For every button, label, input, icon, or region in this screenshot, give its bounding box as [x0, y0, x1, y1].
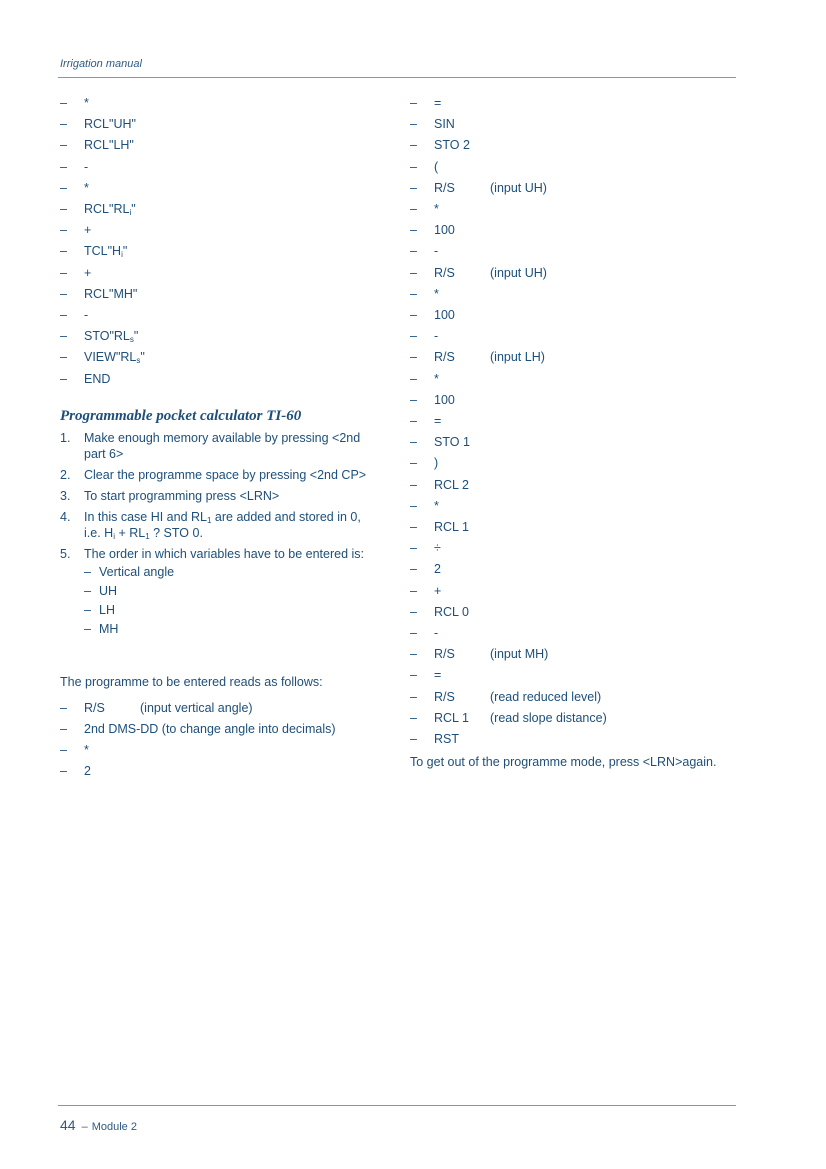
page-number: 44 — [60, 1117, 76, 1133]
list-dash: – — [410, 498, 417, 513]
list-dash: – — [60, 244, 67, 259]
keystroke-note: (input LH) — [490, 350, 545, 365]
keystroke-step — [410, 538, 740, 559]
keystroke-step — [410, 559, 740, 580]
keystroke: - — [434, 329, 439, 344]
keystroke: + — [434, 583, 442, 598]
keystroke-step — [410, 665, 740, 686]
keystroke-note: (input MH) — [490, 647, 549, 662]
list-dash: – — [60, 743, 67, 758]
keystroke-step — [60, 220, 380, 241]
keystroke-step — [60, 157, 380, 178]
variable-item: – LH — [84, 602, 115, 617]
list-dash: – — [410, 477, 417, 492]
keystroke-step — [410, 93, 740, 114]
keystroke: RCL"LH" — [84, 138, 134, 153]
page-footer — [60, 1117, 137, 1133]
footer-separator: – — [81, 1121, 88, 1133]
keystroke-step — [60, 719, 380, 740]
keystroke-list-part-2 — [60, 698, 380, 783]
keystroke: * — [434, 286, 439, 301]
keystroke-step — [60, 284, 380, 305]
item-number: 4. — [60, 509, 71, 524]
list-dash: – — [60, 265, 67, 280]
keystroke: * — [434, 202, 439, 217]
keystroke: R/S — [434, 265, 455, 280]
keystroke-step — [410, 220, 740, 241]
numbered-item — [60, 467, 380, 483]
keystroke: - — [434, 244, 439, 259]
variable-item: – Vertical angle — [84, 564, 175, 579]
keystroke-step — [60, 241, 380, 262]
keystroke: + — [84, 223, 92, 238]
list-dash: – — [410, 626, 417, 641]
list-dash: – — [60, 117, 67, 132]
keystroke: $STO"RL_s$" — [84, 329, 139, 345]
keystroke: 100 — [434, 308, 455, 323]
keystroke: R/S — [434, 689, 455, 704]
list-dash: – — [60, 138, 67, 153]
list-dash: – — [410, 265, 417, 280]
variable-list — [84, 563, 364, 639]
keystroke: RCL"MH" — [84, 286, 138, 301]
keystroke-note: (read slope distance) — [490, 710, 607, 725]
keystroke-step — [60, 305, 380, 326]
keystroke: SIN — [434, 117, 455, 132]
keystroke-step — [410, 199, 740, 220]
keystroke-step — [60, 114, 380, 135]
module-label: Module 2 — [91, 1121, 137, 1133]
keystroke: * — [84, 180, 89, 195]
keystroke-step — [410, 581, 740, 602]
header-rule — [58, 77, 736, 78]
closing-paragraph: To get out of the programme mode, press <LRN>again. — [410, 755, 717, 770]
keystroke-list-part-1 — [60, 93, 380, 390]
keystroke: 2 — [434, 562, 441, 577]
list-dash: – — [410, 541, 417, 556]
keystroke: * — [84, 743, 89, 758]
keystroke-step — [410, 602, 740, 623]
item-text: The order in which variables have to be entered is: — [84, 546, 365, 561]
running-header: Irrigation manual — [60, 58, 142, 70]
keystroke-step — [410, 687, 740, 708]
keystroke: END — [84, 371, 111, 386]
keystroke-step — [410, 453, 740, 474]
list-dash: – — [410, 689, 417, 704]
intro-paragraph: The programme to be entered reads as follows: — [60, 674, 323, 689]
keystroke-step — [410, 369, 740, 390]
list-dash: – — [410, 456, 417, 471]
keystroke: * — [84, 96, 89, 110]
list-dash: – — [60, 700, 67, 715]
keystroke-step — [410, 305, 740, 326]
list-dash: – — [60, 350, 67, 365]
keystroke: RST — [434, 732, 459, 747]
keystroke-step — [410, 178, 740, 199]
section-title: Programmable pocket calculator TI-60 — [60, 407, 302, 424]
list-dash: – — [60, 722, 67, 737]
item-text: Make enough memory available by pressing <2nd part 6> — [84, 430, 361, 461]
list-dash: – — [60, 159, 67, 174]
keystroke-step — [410, 517, 740, 538]
list-dash: – — [410, 286, 417, 301]
list-dash: – — [410, 562, 417, 577]
keystroke: STO 1 — [434, 435, 470, 450]
numbered-item — [60, 546, 380, 639]
keystroke: 2 — [84, 764, 91, 779]
keystroke-step — [410, 114, 740, 135]
keystroke: $RCL"RL_i$" — [84, 202, 136, 218]
keystroke-step — [410, 135, 740, 156]
keystroke: R/S — [84, 700, 105, 715]
keystroke-note: (input UH) — [490, 180, 547, 195]
keystroke: RCL 0 — [434, 604, 469, 619]
list-dash: – — [60, 223, 67, 238]
keystroke-step — [410, 432, 740, 453]
keystroke-step — [410, 623, 740, 644]
keystroke-step — [60, 740, 380, 761]
list-dash: – — [410, 96, 417, 110]
item-number: 5. — [60, 546, 71, 561]
variable-item: – MH — [84, 621, 119, 636]
list-dash: – — [410, 520, 417, 535]
keystroke: R/S — [434, 647, 455, 662]
list-dash: – — [410, 329, 417, 344]
keystroke: ( — [434, 159, 439, 174]
numbered-item — [60, 509, 380, 541]
keystroke: STO 2 — [434, 138, 470, 153]
list-dash: – — [410, 392, 417, 407]
keystroke-note: (input vertical angle) — [140, 700, 253, 715]
keystroke-step — [410, 390, 740, 411]
keystroke-list-part-3 — [410, 93, 740, 750]
keystroke: * — [434, 498, 439, 513]
keystroke-step — [60, 93, 380, 114]
keystroke: = — [434, 668, 442, 683]
list-dash: – — [410, 350, 417, 365]
keystroke-step — [60, 761, 380, 782]
item-text: To start programming press <LRN> — [84, 488, 280, 503]
list-dash: – — [410, 308, 417, 323]
keystroke: $VIEW"RL_s$" — [84, 350, 145, 366]
keystroke-note: (input UH) — [490, 265, 547, 280]
keystroke: 100 — [434, 223, 455, 238]
keystroke-step — [410, 411, 740, 432]
item-text: Clear the programme space by pressing <2nd CP> — [84, 467, 367, 482]
list-dash: – — [410, 435, 417, 450]
keystroke: = — [434, 96, 442, 110]
keystroke-step — [410, 496, 740, 517]
keystroke: + — [84, 265, 92, 280]
keystroke-step — [60, 698, 380, 719]
list-dash: – — [60, 180, 67, 195]
keystroke: RCL 1 — [434, 710, 469, 725]
list-dash: – — [410, 223, 417, 238]
list-dash: – — [60, 764, 67, 779]
keystroke-step — [60, 369, 380, 390]
keystroke: - — [84, 159, 89, 174]
list-dash: – — [410, 244, 417, 259]
keystroke-step — [410, 263, 740, 284]
right-column — [410, 93, 740, 770]
list-dash: – — [410, 371, 417, 386]
keystroke-step — [410, 475, 740, 496]
keystroke: = — [434, 414, 442, 429]
keystroke-step — [410, 157, 740, 178]
list-dash: – — [410, 138, 417, 153]
list-dash: – — [410, 732, 417, 747]
numbered-item — [60, 430, 380, 462]
list-dash: – — [410, 202, 417, 217]
list-dash: – — [410, 604, 417, 619]
keystroke-step — [60, 326, 380, 347]
list-dash: – — [410, 414, 417, 429]
keystroke-step — [410, 326, 740, 347]
keystroke: $TCL"H_i$" — [84, 244, 128, 260]
keystroke-step — [410, 708, 740, 729]
keystroke: 2nd DMS-DD (to change angle into decimals) — [84, 722, 336, 737]
keystroke: R/S — [434, 180, 455, 195]
keystroke-step — [60, 347, 380, 368]
keystroke: * — [434, 371, 439, 386]
item-number: 1. — [60, 430, 71, 445]
keystroke-step — [410, 729, 740, 750]
keystroke: RCL"UH" — [84, 117, 136, 132]
item-text: In this case HI and $RL_1$ are added and stored in 0, i.e. $H_i + RL_1$ ? STO 0. — [84, 509, 361, 541]
keystroke-step — [60, 199, 380, 220]
list-dash: – — [410, 159, 417, 174]
list-dash: – — [410, 180, 417, 195]
variable-item: – UH — [84, 583, 118, 598]
list-dash: – — [410, 647, 417, 662]
list-dash: – — [410, 710, 417, 725]
keystroke: ) — [434, 456, 439, 471]
keystroke: 100 — [434, 392, 455, 407]
keystroke: - — [84, 308, 89, 323]
list-dash: – — [410, 583, 417, 598]
list-dash: – — [60, 286, 67, 301]
left-column — [60, 93, 380, 783]
keystroke: R/S — [434, 350, 455, 365]
list-dash: – — [60, 96, 67, 110]
keystroke: ÷ — [434, 541, 441, 556]
keystroke: - — [434, 626, 439, 641]
list-dash: – — [60, 308, 67, 323]
keystroke-step — [410, 241, 740, 262]
keystroke: RCL 2 — [434, 477, 469, 492]
list-dash: – — [60, 202, 67, 217]
keystroke-step — [60, 178, 380, 199]
footer-rule — [58, 1105, 736, 1106]
list-dash: – — [410, 117, 417, 132]
keystroke: RCL 1 — [434, 520, 469, 535]
keystroke-step — [410, 284, 740, 305]
list-dash: – — [410, 668, 417, 683]
keystroke-step — [60, 263, 380, 284]
item-number: 3. — [60, 488, 71, 503]
keystroke-step — [60, 135, 380, 156]
numbered-list — [60, 430, 380, 639]
item-number: 2. — [60, 467, 71, 482]
numbered-item — [60, 488, 380, 504]
keystroke-note: (read reduced level) — [490, 689, 602, 704]
keystroke-step — [410, 347, 740, 368]
list-dash: – — [60, 329, 67, 344]
list-dash: – — [60, 371, 67, 386]
keystroke-step — [410, 644, 740, 665]
